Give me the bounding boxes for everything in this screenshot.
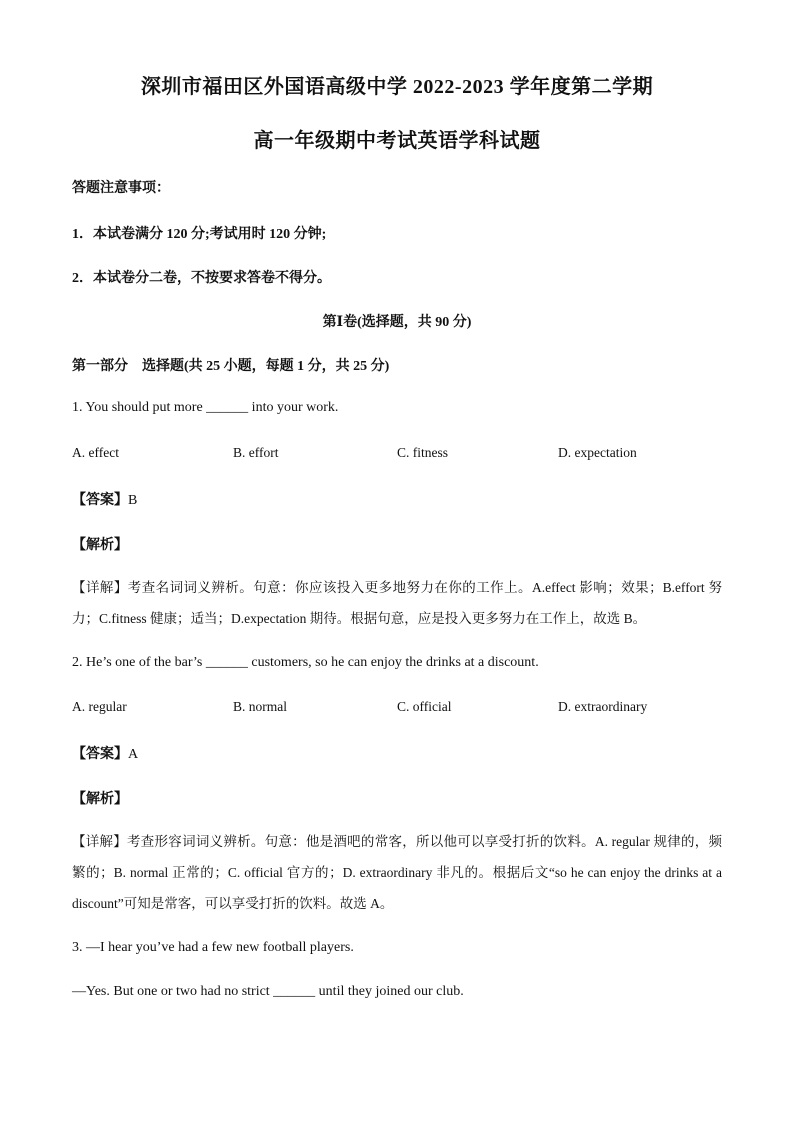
question-2-detail: 【详解】考查形容词词义辨析。句意：他是酒吧的常客，所以他可以享受打折的饮料。A. regular 规律的，频繁的；B. normal 正常的；C. official 官方的；D. extraordinary 非凡的。根据后文“so he can enjoy the drinks at a discount”可知是常客，可以享受打折的饮料。故选 A。 [72, 834, 722, 911]
question-3-stem: 3. —I hear you’ve had a few new football players. [72, 940, 354, 955]
notes-item-1: 1．本试卷满分 120 分;考试用时 120 分钟; [72, 227, 327, 242]
answer-value: A [128, 747, 139, 762]
question-1-stem: 1. You should put more ______ into your work. [72, 400, 339, 415]
document-title-line1: 深圳市福田区外国语高级中学 2022-2023 学年度第二学期 [140, 76, 654, 98]
answer-label: 【答案】 [72, 747, 128, 762]
question-2-option-d: D. extraordinary [558, 699, 648, 714]
volume-title: 第Ⅰ卷(选择题，共 90 分) [322, 315, 472, 330]
notes-item-2: 2．本试卷分二卷，不按要求答卷不得分。 [72, 271, 331, 286]
document-title-line2: 高一年级期中考试英语学科试题 [253, 130, 541, 152]
question-2-option-c: C. official [397, 699, 452, 714]
question-3-stem-reply: —Yes. But one or two had no strict ______ until they joined our club. [72, 984, 464, 999]
question-2-answer [72, 743, 138, 763]
answer-value: B [128, 493, 138, 508]
notes-heading: 答题注意事项： [72, 181, 170, 196]
question-1-option-d: D. expectation [558, 445, 637, 460]
question-1-detail: 【详解】考查名词词义辨析。句意：你应该投入更多地努力在你的工作上。A.effect 影响；效果；B.effort 努力；C.fitness 健康；适当；D.expectation 期待。根据句意，应是投入更多努力在工作上，故选 B。 [72, 580, 722, 626]
answer-label: 【答案】 [72, 493, 128, 508]
question-1-answer [72, 489, 137, 509]
question-2-stem: 2. He’s one of the bar’s ______ customers, so he can enjoy the drinks at a discount. [72, 655, 539, 670]
question-2-option-b: B. normal [233, 699, 287, 714]
question-2-analysis-label: 【解析】 [72, 792, 128, 807]
question-1-option-b: B. effort [233, 445, 279, 460]
question-1-analysis-label: 【解析】 [72, 538, 128, 553]
question-1-option-a: A. effect [72, 445, 119, 460]
part-title: 第一部分 选择题(共 25 小题，每题 1 分，共 25 分) [72, 359, 390, 374]
question-1-option-c: C. fitness [397, 445, 449, 460]
question-2-option-a: A. regular [72, 699, 127, 714]
